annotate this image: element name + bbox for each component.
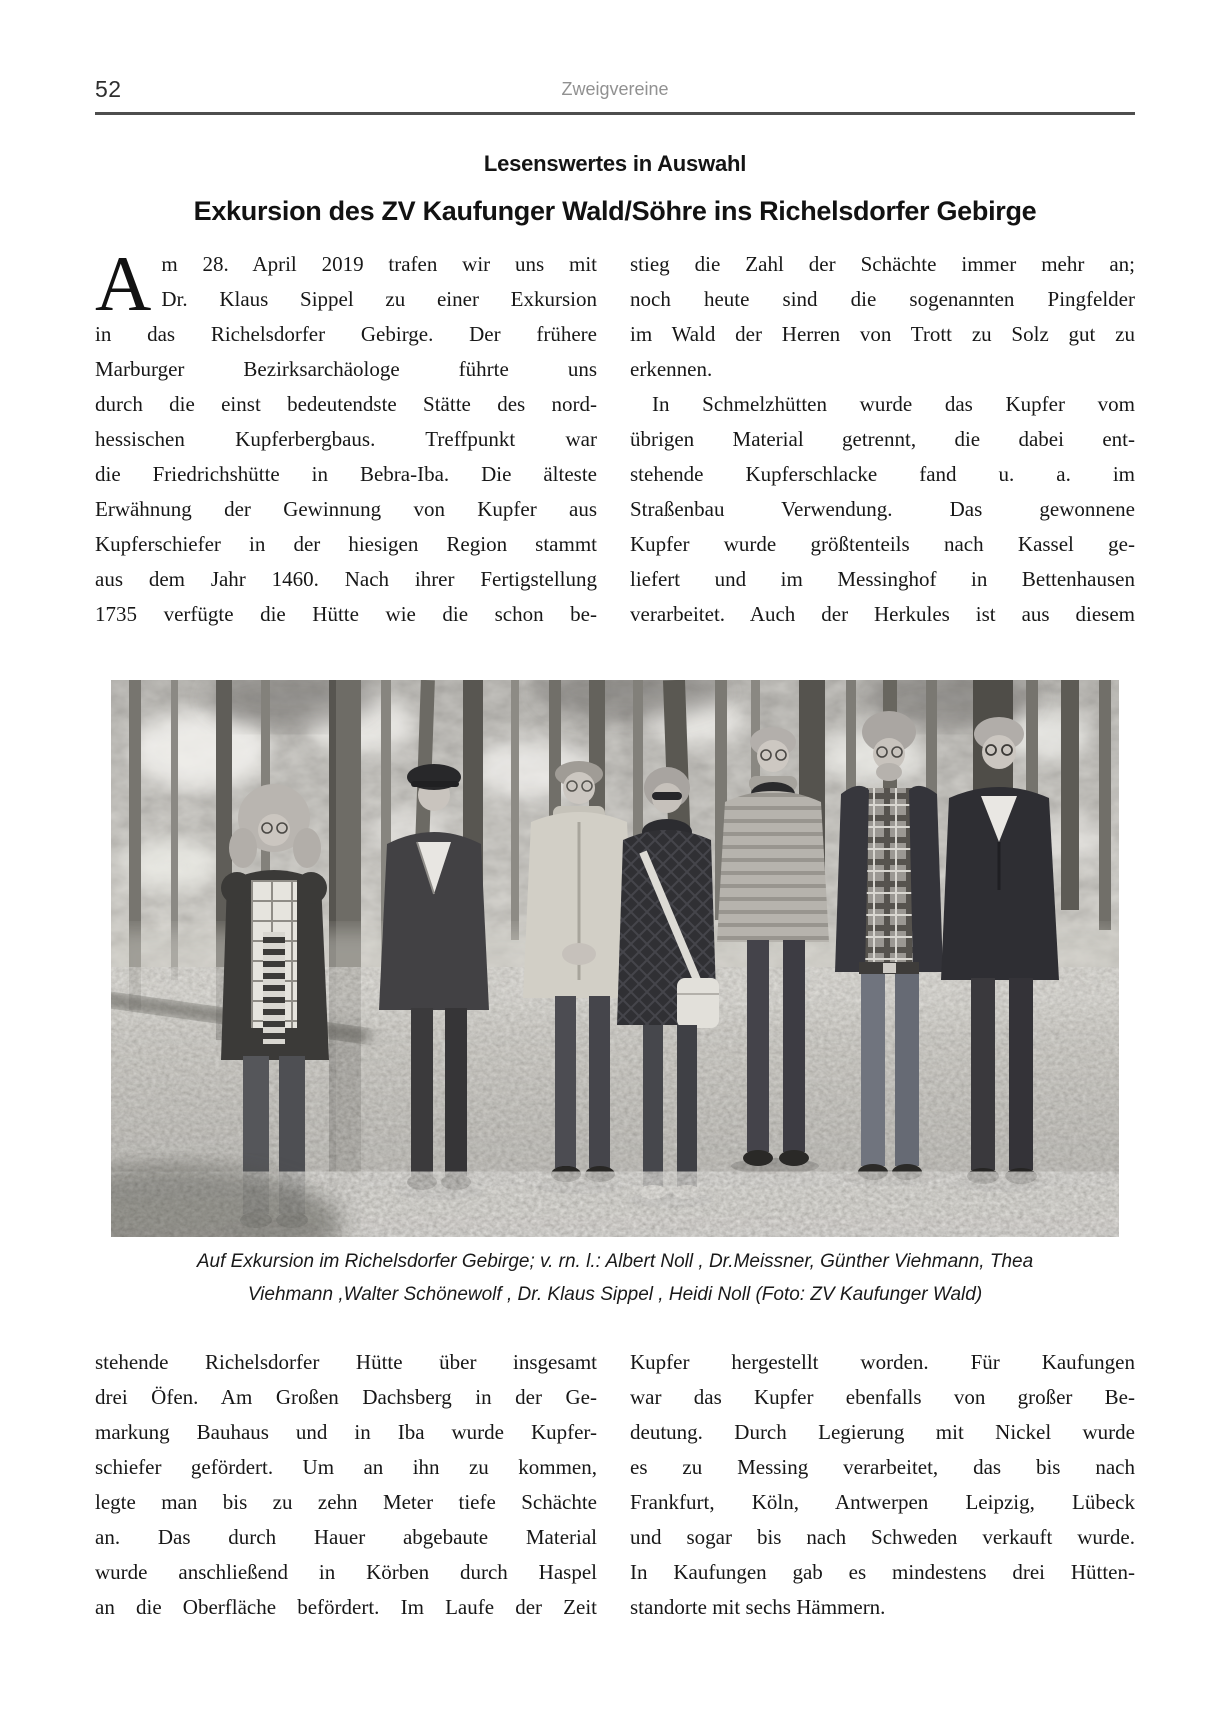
text-line: Kupferschiefer in der hiesigen Region stammt: [95, 532, 597, 556]
text-line: es zu Messing verarbeitet, das bis nach: [630, 1455, 1135, 1479]
text-line: hessischen Kupferbergbaus. Treffpunkt war: [95, 427, 597, 451]
text-line: deutung. Durch Legierung mit Nickel wurde: [630, 1420, 1135, 1444]
header-rule: [95, 112, 1135, 115]
text-line: Kupfer hergestellt worden. Für Kaufungen: [630, 1350, 1135, 1374]
text-line: legte man bis zu zehn Meter tiefe Schächte: [95, 1490, 597, 1514]
text-line: In Kaufungen gab es mindestens drei Hütten-: [630, 1560, 1135, 1584]
text-line: m 28. April 2019 trafen wir uns mit: [161, 252, 597, 276]
text-line: standorte mit sechs Hämmern.: [630, 1595, 886, 1619]
text-line: die Friedrichshütte in Bebra-Iba. Die älteste: [95, 462, 597, 486]
text-line: liefert und im Messinghof in Bettenhausen: [630, 567, 1135, 591]
text-line: in das Richelsdorfer Gebirge. Der frühere: [95, 322, 597, 346]
text-line: erkennen.: [630, 357, 713, 381]
text-line: stieg die Zahl der Schächte immer mehr an;: [630, 252, 1135, 276]
text-line: war das Kupfer ebenfalls von großer Be-: [630, 1385, 1135, 1409]
text-line: Straßenbau Verwendung. Das gewonnene: [630, 497, 1135, 521]
text-line: und sogar bis nach Schweden verkauft wurde.: [630, 1525, 1135, 1549]
text-line: Dr. Klaus Sippel zu einer Exkursion: [161, 287, 597, 311]
text-line: Erwähnung der Gewinnung von Kupfer aus: [95, 497, 597, 521]
page-number: 52: [95, 76, 122, 102]
text-line: 1735 verfügte die Hütte wie die schon be-: [95, 602, 597, 626]
text-line: an. Das durch Hauer abgebaute Material: [95, 1525, 597, 1549]
column-right-top: [630, 247, 1135, 632]
text-line: In Schmelzhütten wurde das Kupfer vom: [652, 392, 1135, 416]
text-line: an die Oberfläche befördert. Im Laufe der Zeit: [95, 1595, 597, 1619]
text-line: Marburger Bezirksarchäologe führte uns: [95, 357, 597, 381]
column-left-top: [95, 240, 597, 632]
article-body-top: [95, 240, 1135, 632]
text-line: aus dem Jahr 1460. Nach ihrer Fertigstellung: [95, 567, 597, 591]
text-line: noch heute sind die sogenannten Pingfelder: [630, 287, 1135, 311]
text-line: im Wald der Herren von Trott zu Solz gut zu: [630, 322, 1135, 346]
text-line: stehende Kupferschlacke fand u. a. im: [630, 462, 1135, 486]
text-line: schiefer gefördert. Um an ihn zu kommen,: [95, 1455, 597, 1479]
text-line: wurde anschließend in Körben durch Haspel: [95, 1560, 597, 1584]
article-figure: [95, 680, 1135, 1311]
drop-cap: A: [95, 240, 152, 327]
text-line: durch die einst bedeutendste Stätte des nord-: [95, 392, 597, 416]
text-line: Kupfer wurde größtenteils nach Kassel ge-: [630, 532, 1135, 556]
text-line: markung Bauhaus und in Iba wurde Kupfer-: [95, 1420, 597, 1444]
running-header: Zweigvereine: [561, 79, 669, 99]
text-line: verarbeitet. Auch der Herkules ist aus diesem: [630, 602, 1135, 626]
figure-caption: [95, 1245, 1135, 1311]
column-right-bottom: [630, 1345, 1135, 1625]
figure-caption-line-1: Auf Exkursion im Richelsdorfer Gebirge; v. rn. l.: Albert Noll , Dr.Meissner, Günther Viehmann, Thea: [196, 1251, 1034, 1272]
text-line: stehende Richelsdorfer Hütte über insgesamt: [95, 1350, 597, 1374]
article-title: Exkursion des ZV Kaufunger Wald/Söhre ins Richelsdorfer Gebirge: [193, 196, 1037, 226]
excursion-group-photo: [111, 680, 1119, 1237]
section-heading: Lesenswertes in Auswahl: [483, 151, 747, 176]
column-left-bottom: [95, 1345, 597, 1625]
text-line: übrigen Material getrennt, die dabei ent-: [630, 427, 1135, 451]
figure-caption-line-2: Viehmann ,Walter Schönewolf , Dr. Klaus Sippel , Heidi Noll (Foto: ZV Kaufunger Wald): [247, 1284, 983, 1305]
text-line: Frankfurt, Köln, Antwerpen Leipzig, Lübeck: [630, 1490, 1135, 1514]
article-body-bottom: [95, 1345, 1135, 1625]
page-header: [95, 76, 1135, 106]
text-line: drei Öfen. Am Großen Dachsberg in der Ge-: [95, 1385, 597, 1409]
